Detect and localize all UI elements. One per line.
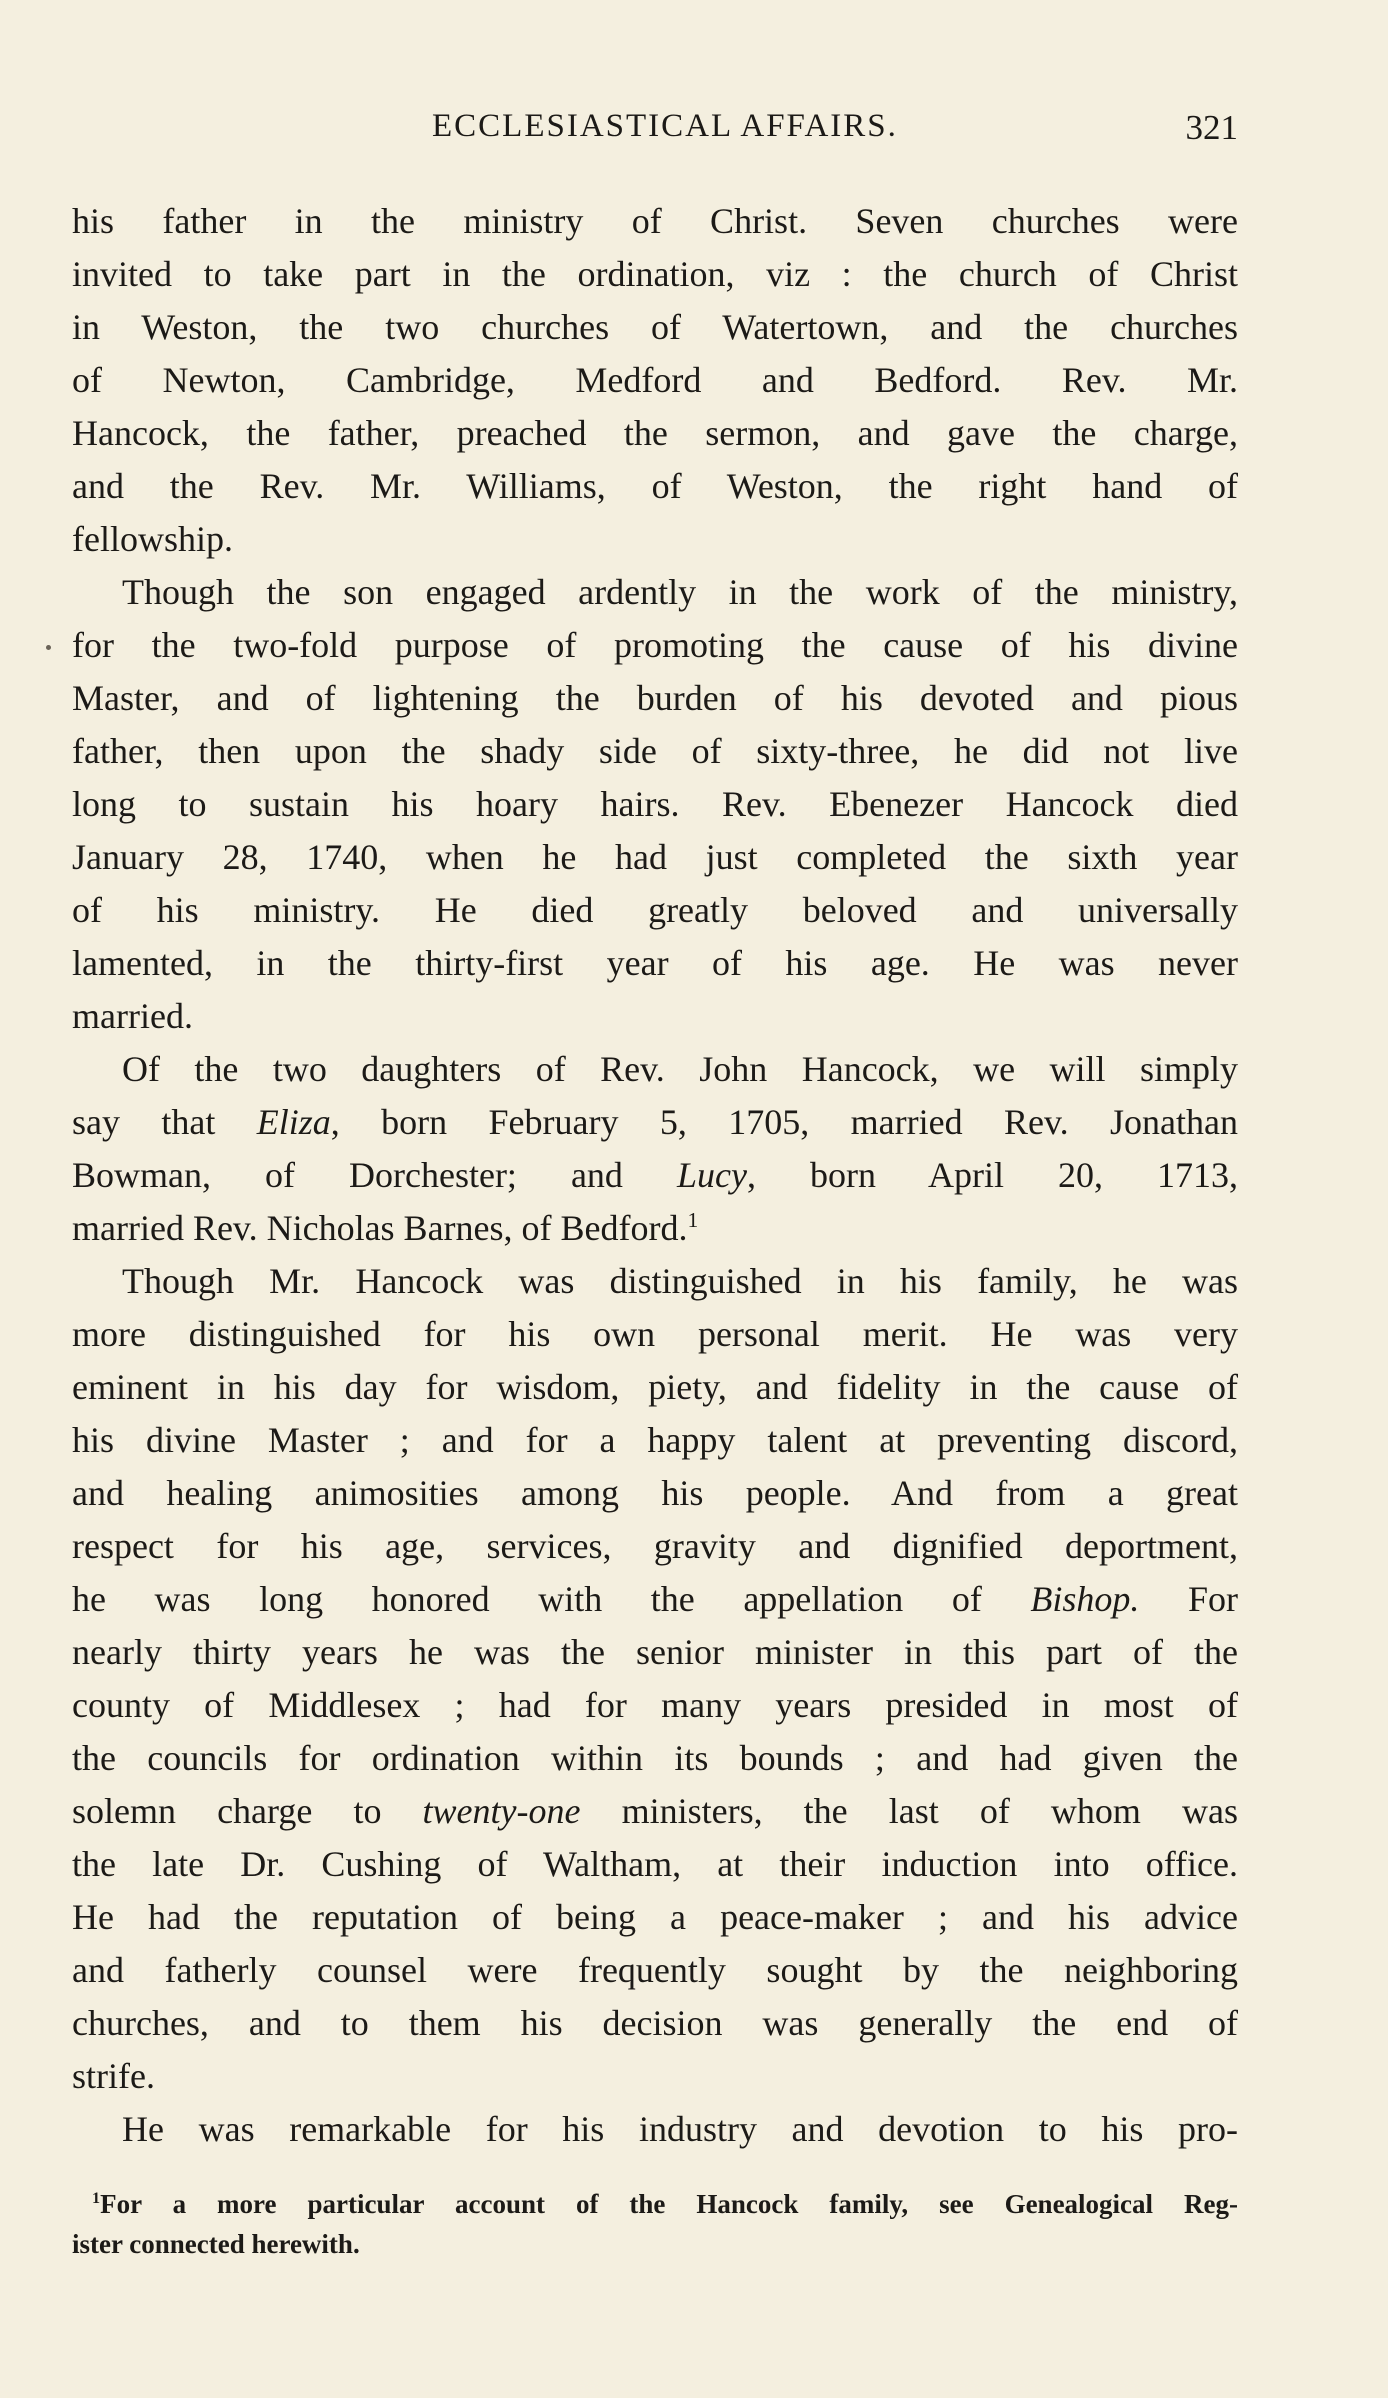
footnote-line <box>72 2184 1238 2224</box>
margin-mark <box>46 645 51 650</box>
text-line: more distinguished for his own personal merit. He was very <box>72 1314 1238 1354</box>
text-line: for the two-fold purpose of promoting the cause of his divine <box>72 625 1238 665</box>
text-line <box>72 1096 1238 1149</box>
text-line: strife. <box>72 2056 155 2096</box>
text-line: the late Dr. Cushing of Waltham, at their induction into office. <box>72 1844 1238 1884</box>
text-line: in Weston, the two churches of Watertown, and the churches <box>72 307 1238 347</box>
text-line: his divine Master ; and for a happy talent at preventing discord, <box>72 1420 1238 1460</box>
italic-word: Bishop. <box>1030 1579 1140 1619</box>
text-line: county of Middlesex ; had for many years presided in most of <box>72 1685 1238 1725</box>
body-text <box>72 195 1238 2156</box>
text-line: January 28, 1740, when he had just completed the sixth year <box>72 837 1238 877</box>
footnote-marker: 1 <box>92 2189 101 2207</box>
text-line <box>72 1202 1238 1255</box>
text-line: respect for his age, services, gravity and dignified deportment, <box>72 1526 1238 1566</box>
text-span: married Rev. Nicholas Barnes, of Bedford. <box>72 1208 688 1248</box>
text-line: nearly thirty years he was the senior minister in this part of the <box>72 1632 1238 1672</box>
running-title: ECCLESIASTICAL AFFAIRS. <box>432 108 898 144</box>
text-line: He had the reputation of being a peace-maker ; and his advice <box>72 1897 1238 1937</box>
text-line: of Newton, Cambridge, Medford and Bedford. Rev. Mr. <box>72 360 1238 400</box>
text-line: churches, and to them his decision was generally the end of <box>72 2003 1238 2043</box>
text-line: the councils for ordination within its bounds ; and had given the <box>72 1738 1238 1778</box>
text-line: Hancock, the father, preached the sermon, and gave the charge, <box>72 413 1238 453</box>
text-line: and fatherly counsel were frequently sought by the neighboring <box>72 1950 1238 1990</box>
text-line: Of the two daughters of Rev. John Hancock, we will simply <box>122 1049 1238 1089</box>
text-line: Master, and of lightening the burden of his devoted and pious <box>72 678 1238 718</box>
text-span: , born February 5, 1705, married Rev. Jonathan <box>330 1102 1238 1142</box>
text-line: lamented, in the thirty-first year of his age. He was never <box>72 943 1238 983</box>
text-line: invited to take part in the ordination, viz : the church of Christ <box>72 254 1238 294</box>
text-span: ministers, the last of whom was <box>580 1791 1238 1831</box>
text-line: of his ministry. He died greatly beloved and universally <box>72 890 1238 930</box>
text-line <box>72 1573 1238 1626</box>
text-line: long to sustain his hoary hairs. Rev. Ebenezer Hancock died <box>72 784 1238 824</box>
text-line: eminent in his day for wisdom, piety, and fidelity in the cause of <box>72 1367 1238 1407</box>
text-span: Bowman, of Dorchester; and <box>72 1155 677 1195</box>
text-span: , born April 20, 1713, <box>746 1155 1238 1195</box>
italic-name: Lucy <box>676 1155 747 1195</box>
text-span: say that <box>72 1102 257 1142</box>
text-line: He was remarkable for his industry and devotion to his pro- <box>122 2109 1238 2149</box>
text-line: Though the son engaged ardently in the work of the ministry, <box>122 572 1238 612</box>
text-line: Though Mr. Hancock was distinguished in his family, he was <box>122 1261 1238 1301</box>
text-span: solemn charge to <box>72 1791 423 1831</box>
footnote-text: For a more particular account of the Hancock family, see Genealogical Reg- <box>100 2189 1238 2219</box>
italic-name: Eliza <box>256 1102 331 1142</box>
page-number: 321 <box>1185 108 1238 147</box>
footnote-reference: 1 <box>687 1208 699 1232</box>
text-line: his father in the ministry of Christ. Seven churches were <box>72 201 1238 241</box>
footnote <box>72 2184 1238 2264</box>
text-line <box>72 1149 1238 1202</box>
footnote-line: ister connected herewith. <box>72 2229 360 2259</box>
text-line: and healing animosities among his people. And from a great <box>72 1473 1238 1513</box>
text-line: father, then upon the shady side of sixty-three, he did not live <box>72 731 1238 771</box>
text-span: For <box>1139 1579 1238 1619</box>
text-span: he was long honored with the appellation of <box>72 1579 1031 1619</box>
text-line <box>72 1785 1238 1838</box>
italic-word: twenty-one <box>422 1791 581 1831</box>
page-header <box>72 108 1238 158</box>
text-line: married. <box>72 996 193 1036</box>
text-line: fellowship. <box>72 519 233 559</box>
text-line: and the Rev. Mr. Williams, of Weston, the right hand of <box>72 466 1238 506</box>
